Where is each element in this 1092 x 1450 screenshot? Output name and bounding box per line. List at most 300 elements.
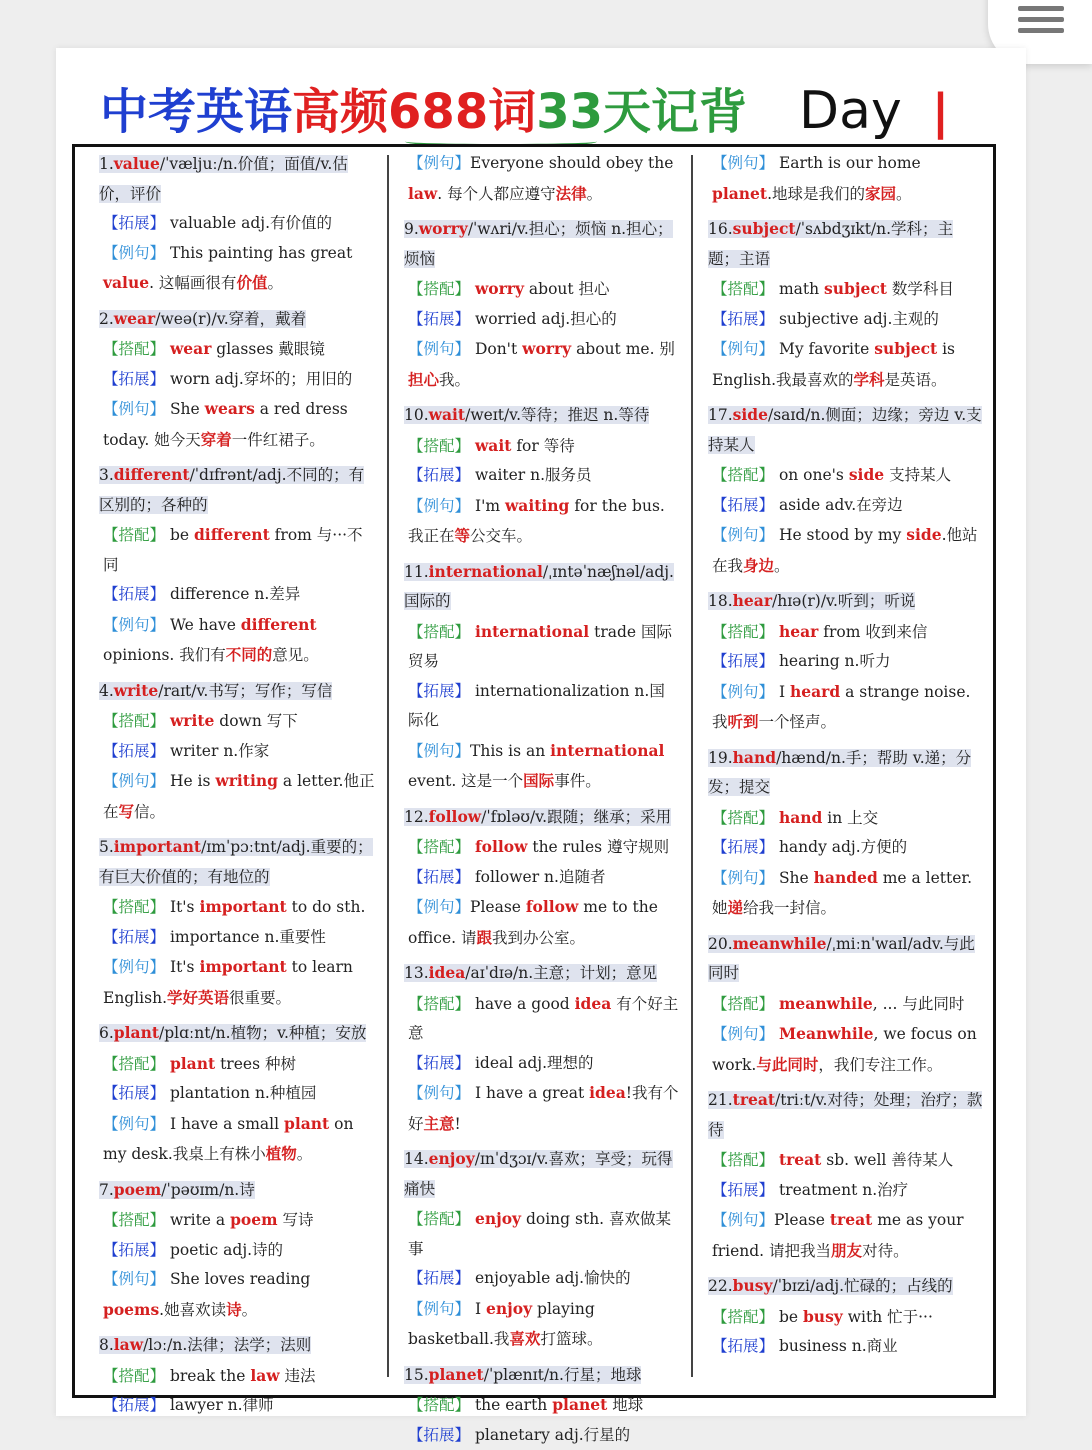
entry-phrase-line [404,617,680,677]
entry-text: 地球 [607,1396,643,1414]
entry-text: 一件红裙子。 [232,431,325,449]
entry-word: poem [114,1180,161,1199]
word-entry [404,557,680,797]
entry-phrase-line [708,1302,984,1333]
example-tag: 【例句】 [408,1084,470,1102]
entry-example-line [99,1109,375,1170]
highlight-translation: 家园 [865,184,896,203]
entry-headword-line [99,1336,311,1354]
entry-extend-line [708,833,984,863]
entry-extend-line [708,1332,984,1362]
entry-word: subject [733,219,796,238]
highlight-word: important [199,957,286,976]
entry-phrase-line [99,520,375,580]
entry-extend-line [99,737,375,767]
entry-text: He is [165,772,215,790]
entry-text: trade 国际贸易 [408,623,672,671]
entry-text: internationalization n.国际化 [408,682,665,730]
entry-head [99,460,375,520]
entry-text: for the bus.我正在 [408,497,665,546]
example-tag: 【例句】 [103,616,165,634]
entry-example-line [708,677,984,738]
entry-headword-line [99,1024,366,1042]
word-column-1 [99,147,375,1377]
highlight-translation: 身边 [743,556,774,575]
entry-extend-line [404,1264,680,1294]
entry-text: a strange noise.我 [712,683,970,732]
phrase-tag: 【搭配】 [408,623,470,641]
phrase-tag: 【搭配】 [408,995,470,1013]
entry-text: 。 [242,1301,258,1319]
entry-headword-line [708,749,971,797]
entry-head [99,832,375,892]
entry-text: 意见。 [272,646,319,664]
entry-text: 给我一封信。 [743,899,836,917]
entry-headword-line [708,406,982,454]
entry-extend-line [404,305,680,335]
entry-text: treatment n.治疗 [774,1181,908,1199]
highlight-word: side [849,465,884,484]
extend-tag: 【拓展】 [103,214,165,232]
entry-text: write a [165,1211,230,1229]
highlight-translation: 与此同时 [756,1055,818,1074]
entry-number: 18. [708,592,733,610]
entry-head [99,1330,375,1361]
entry-text: My favorite [774,340,874,358]
highlight-word: enjoy [475,1209,521,1228]
entry-text: have a good [470,995,575,1013]
entry-head [708,1085,984,1145]
entry-example-line [99,239,375,299]
entry-text: the earth [470,1396,552,1414]
entry-text: from 收到来信 [818,623,927,641]
entry-text: me as your friend. 请把我当 [712,1211,964,1260]
entry-number: 16. [708,220,733,238]
highlight-translation: 学好英语 [167,988,229,1007]
entry-example-line [99,394,375,455]
entry-extend-line [404,1049,680,1079]
entry-phrase-line [99,1205,375,1236]
highlight-word: planet [712,184,767,203]
highlight-word: hear [779,622,818,641]
entry-phrase-line [404,1204,680,1264]
entry-number: 3. [99,466,114,484]
entry-example-line [708,149,984,209]
entry-text: 是英语。 [885,371,947,389]
entry-text: 打篮球。 [540,1330,602,1348]
entry-definition: /ˈwʌri/v.担心；烦恼 n.担心；烦恼 [404,220,673,268]
highlight-word: different [194,525,270,544]
word-entry [404,958,680,1139]
entry-phrase-line [708,617,984,648]
entry-head [404,1360,680,1391]
highlight-translation: 担心 [408,370,439,389]
entry-head [404,557,680,617]
example-tag: 【例句】 [712,154,774,172]
entry-head [708,400,984,460]
example-tag: 【例句】 [712,869,774,887]
highlight-word: writing [215,771,278,790]
example-tag: 【例句】 [103,958,165,976]
entry-text: This is an [470,742,550,760]
highlight-word: waiting [505,496,569,515]
highlight-translation: 喜欢 [509,1329,540,1348]
entry-example-line [708,1205,984,1266]
phrase-tag: 【搭配】 [408,1210,470,1228]
highlight-word: subject [824,279,887,298]
entry-word: treat [733,1090,775,1109]
phrase-tag: 【搭配】 [408,280,470,298]
entry-text: in 上交 [822,809,878,827]
entry-phrase-line [99,1049,375,1080]
entry-text: with 忙于··· [843,1308,933,1326]
entry-definition: /triːt/v.对待；处理；治疗；款待 [708,1091,982,1139]
entry-text: She loves reading [165,1270,310,1288]
entry-text: playing basketball.我 [408,1300,595,1349]
entry-text: be [774,1308,803,1326]
entry-text: . 每个人都应遵守 [437,185,555,203]
extend-tag: 【拓展】 [103,1084,165,1102]
entry-number: 10. [404,406,429,424]
entry-example-line [404,149,680,209]
entry-text: 。 [896,185,912,203]
highlight-translation: 穿着 [201,430,232,449]
highlight-word: international [475,622,589,641]
entry-head [99,304,375,335]
title-part-3: 33天记背 [536,84,747,140]
word-entry [99,1175,375,1326]
extend-tag: 【拓展】 [103,585,165,603]
entry-text: importance n.重要性 [165,928,326,946]
entry-text: 我。 [439,371,470,389]
phrase-tag: 【搭配】 [712,623,774,641]
extend-tag: 【拓展】 [712,652,774,670]
entry-word: hear [733,591,772,610]
extend-tag: 【拓展】 [712,838,774,856]
entry-text: opinions. 我们有 [103,646,226,664]
extend-tag: 【拓展】 [408,868,470,886]
entry-example-line [708,334,984,395]
word-entry [404,1144,680,1355]
entry-text: 写诗 [278,1211,314,1229]
entry-headword-line [404,563,674,611]
highlight-word: important [199,897,286,916]
entry-word: different [114,465,190,484]
title-separator: | [932,84,950,140]
phrase-tag: 【搭配】 [103,1055,165,1073]
phrase-tag: 【搭配】 [712,466,774,484]
entry-text: , we focus on work. [712,1025,977,1074]
entry-text: Everyone should obey the [470,154,673,172]
highlight-translation: 价值 [236,273,267,292]
highlight-word: poem [230,1210,277,1229]
entry-phrase-line [708,803,984,834]
entry-headword-line [708,220,953,268]
entry-text: lawyer n.律师 [165,1396,274,1414]
entry-head [99,149,375,209]
entry-word: international [429,562,543,581]
example-tag: 【例句】 [712,340,774,358]
entry-definition: /aɪˈdɪə/n.主意；计划；意见 [465,964,657,982]
entry-number: 14. [404,1150,429,1168]
entry-word: meanwhile [733,934,827,953]
phrase-tag: 【搭配】 [712,809,774,827]
highlight-word: treat [779,1150,821,1169]
entry-extend-line [99,1079,375,1109]
entry-example-line [708,1019,984,1080]
entry-word: idea [429,963,466,982]
entry-text: 有个好主意 [408,995,678,1043]
entry-extend-line [708,305,984,335]
entry-headword-line [708,1277,953,1295]
entry-text: waiter n.服务员 [470,466,592,484]
highlight-word: law [408,184,437,203]
entry-text: It's [165,898,199,916]
word-entry [708,400,984,581]
phrase-tag: 【搭配】 [103,1211,165,1229]
highlight-word: plant [284,1114,329,1133]
extend-tag: 【拓展】 [408,1054,470,1072]
highlight-word: international [550,741,664,760]
highlight-translation: 写 [119,802,135,821]
example-tag: 【例句】 [712,683,774,701]
entry-text: , ... 与此同时 [873,995,965,1013]
entry-definition: /ˈbɪzi/adj.忙碌的；占线的 [773,1277,953,1295]
entry-headword-line [99,466,364,514]
entry-definition: /ˌmiːnˈwaɪl/adv.与此同时 [708,935,975,983]
entry-example-line [708,520,984,581]
entry-extend-line [404,677,680,736]
entry-text: worn adj.穿坏的；用旧的 [165,370,352,388]
extend-tag: 【拓展】 [103,370,165,388]
word-entry [404,149,680,209]
hamburger-icon [1018,6,1064,39]
entry-word: value [114,154,160,173]
word-entry [404,802,680,954]
phrase-tag: 【搭配】 [103,526,165,544]
entry-text: 公交车。 [470,527,532,545]
entry-phrase-line [99,1361,375,1392]
entry-text: handy adj.方便的 [774,838,907,856]
title-part-1: 中考英语 [100,84,292,140]
entry-text: on one's [774,466,849,484]
highlight-word: follow [475,837,527,856]
entry-definition: /lɔː/n.法律；法学；法则 [143,1336,311,1354]
word-entry [404,214,680,395]
entry-head [404,1144,680,1204]
entry-text: event. 这是一个 [408,772,523,790]
entry-text: difference n.差异 [165,585,300,603]
entry-number: 6. [99,1024,114,1042]
entry-example-line [404,892,680,953]
word-entry [99,676,375,828]
entry-text: a letter.他正在 [103,772,374,821]
entry-text: plantation n.种植园 [165,1084,316,1102]
entry-number: 15. [404,1366,429,1384]
entry-number: 2. [99,310,114,328]
entry-text: It's [165,958,199,976]
entry-text: for 等待 [511,437,574,455]
entry-text: trees 种树 [215,1055,296,1073]
highlight-word: idea [575,994,612,1013]
entry-extend-line [99,923,375,953]
entry-text: hearing n.听力 [774,652,890,670]
entry-word: wear [114,309,155,328]
highlight-word: wait [475,436,511,455]
entry-text: from 与···不同 [103,526,363,574]
phrase-tag: 【搭配】 [712,1308,774,1326]
entry-text: I [470,1300,486,1318]
word-column-3 [708,147,984,1377]
entry-text: 违法 [280,1367,316,1385]
highlight-word: meanwhile [779,994,873,1013]
entry-definition: /weɪt/v.等待；推迟 n.等待 [465,406,649,424]
word-entry [708,214,984,395]
example-tag: 【例句】 [408,1300,470,1318]
highlight-word: handed [814,868,878,887]
highlight-word: worry [475,279,524,298]
entry-head [708,586,984,617]
word-entry [99,304,375,456]
entry-definition: /ɪmˈpɔːtnt/adj.重要的；有巨大价值的；有地位的 [99,838,373,886]
entry-text: writer n.作家 [165,742,269,760]
highlight-word: poems [103,1300,159,1319]
entry-head [708,743,984,803]
highlight-translation: 听到 [728,712,759,731]
entry-headword-line [99,838,373,886]
entry-example-line [404,1294,680,1355]
entry-text: aside adv.在旁边 [774,496,903,514]
entry-text: .地球是我们的 [767,185,865,203]
entry-text: 。 [587,185,603,203]
entry-number: 4. [99,682,114,700]
phrase-tag: 【搭配】 [103,340,165,358]
entry-head [404,802,680,833]
entry-number: 12. [404,808,429,826]
entry-definition: /saɪd/n.侧面；边缘；旁边 v.支持某人 [708,406,982,454]
entry-text: She [165,400,205,418]
entry-example-line [404,736,680,797]
entry-head [404,400,680,431]
entry-word: worry [419,219,468,238]
entry-number: 9. [404,220,419,238]
word-entry [99,1330,375,1421]
entry-number: 1. [99,155,114,173]
highlight-translation: 植物 [266,1144,297,1163]
extend-tag: 【拓展】 [103,1396,165,1414]
entry-text: the rules 遵守规则 [527,838,669,856]
entry-headword-line [99,1181,255,1199]
word-entry [99,460,375,671]
entry-head [99,676,375,707]
entry-extend-line [99,1236,375,1266]
entry-text: follower n.追随者 [470,868,605,886]
entry-word: important [114,837,201,856]
entry-extend-line [99,580,375,610]
entry-word: busy [733,1276,773,1295]
extend-tag: 【拓展】 [712,310,774,328]
example-tag: 【例句】 [408,340,470,358]
entry-text: to do sth. [287,898,366,916]
entry-number: 20. [708,935,733,953]
entry-text: . 这幅画很有 [149,274,236,292]
example-tag: 【例句】 [408,742,470,760]
entry-number: 21. [708,1091,733,1109]
entry-definition: /weə(r)/v.穿着，戴着 [155,310,306,328]
entry-definition: /hænd/n.手；帮助 v.递；分发；提交 [708,749,971,797]
entry-extend-line [708,647,984,677]
entry-word: law [114,1335,143,1354]
highlight-word: hand [779,808,822,827]
highlight-translation: 递 [728,898,744,917]
entry-extend-line [99,209,375,239]
entry-text: ! [455,1115,461,1133]
entry-text: Please [774,1211,830,1229]
entry-head [99,1175,375,1206]
highlight-word: wears [205,399,255,418]
entry-phrase-line [99,706,375,737]
entry-text: subjective adj.主观的 [774,310,939,328]
entry-headword-line [99,682,332,700]
entry-text: I have a great [470,1084,589,1102]
highlight-word: heard [790,682,840,701]
entry-example-line [404,334,680,395]
word-entry [99,149,375,299]
highlight-word: different [241,615,317,634]
entry-definition: /ˌɪntəˈnæʃnəl/adj.国际的 [404,563,674,611]
entry-text: on my desk.我桌上有株小 [103,1115,353,1164]
example-tag: 【例句】 [712,526,774,544]
phrase-tag: 【搭配】 [712,995,774,1013]
entry-text: to learn English. [103,958,353,1007]
highlight-translation: 国际 [523,771,554,790]
highlight-word: planet [552,1395,607,1414]
extend-tag: 【拓展】 [408,310,470,328]
entry-text: We have [165,616,241,634]
entry-example-line [99,1265,375,1325]
example-tag: 【例句】 [103,244,165,262]
phrase-tag: 【搭配】 [408,1396,470,1414]
example-tag: 【例句】 [408,497,470,515]
highlight-translation: 诗 [226,1300,242,1319]
title-day: Day [799,81,902,141]
entry-text: Earth is our home [774,154,921,172]
entry-text: ，我们专注工作。 [818,1056,942,1074]
entry-text: valuable adj.有价值的 [165,214,332,232]
entry-phrase-line [99,892,375,923]
entry-phrase-line [404,431,680,462]
entry-phrase-line [404,832,680,863]
highlight-word: enjoy [486,1299,532,1318]
entry-text: He stood by my [774,526,906,544]
entry-word: hand [733,748,776,767]
entry-text: 很重要。 [229,989,291,1007]
entry-word: follow [429,807,481,826]
example-tag: 【例句】 [103,400,165,418]
entry-word: wait [429,405,465,424]
entry-text: enjoyable adj.愉快的 [470,1269,631,1287]
word-entry [708,1271,984,1362]
entry-text: ideal adj.理想的 [470,1054,594,1072]
entry-text: me to the office. 请 [408,898,658,947]
entry-example-line [99,610,375,671]
extend-tag: 【拓展】 [712,1181,774,1199]
entry-headword-line [404,1150,673,1198]
page-title [100,76,1000,146]
entry-headword-line [708,935,975,983]
highlight-translation: 朋友 [831,1241,862,1260]
entry-text: 一个怪声。 [759,713,837,731]
